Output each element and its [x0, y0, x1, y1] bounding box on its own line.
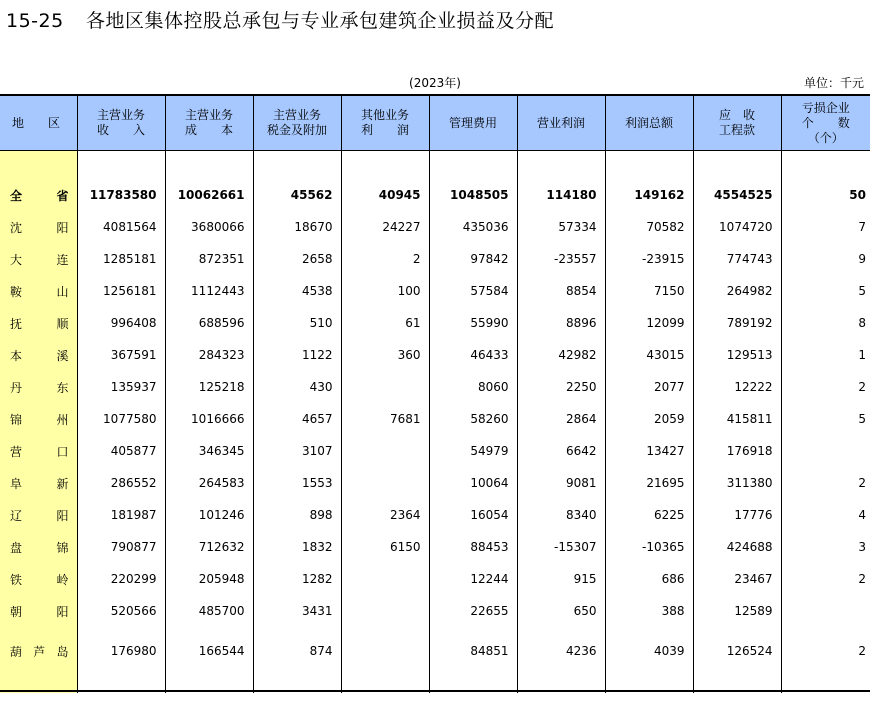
value-cell: 1832 [253, 531, 341, 563]
value-cell: 16054 [429, 499, 517, 531]
value-cell: 88453 [429, 531, 517, 563]
value-cell: 4554525 [693, 179, 781, 211]
column-header-line: 税金及附加 [266, 123, 327, 137]
region-cell [0, 467, 77, 499]
value-cell: 4039 [605, 627, 693, 675]
column-header [341, 95, 429, 151]
value-cell [341, 371, 429, 403]
region-char: 连 [56, 252, 69, 267]
column-header [781, 95, 870, 151]
value-cell: 24227 [341, 211, 429, 243]
header-row [0, 95, 870, 151]
column-header [693, 95, 781, 151]
value-cell: 10064 [429, 467, 517, 499]
region-char: 阳 [56, 604, 69, 619]
value-cell: 7150 [605, 275, 693, 307]
column-header-line: 其他业务 [360, 108, 409, 122]
value-cell: 2077 [605, 371, 693, 403]
value-cell: 7 [781, 211, 870, 243]
value-cell: 97842 [429, 243, 517, 275]
value-cell: -23915 [605, 243, 693, 275]
data-table [0, 94, 870, 693]
value-cell: 84851 [429, 627, 517, 675]
value-cell: 1074720 [693, 211, 781, 243]
value-cell: 485700 [165, 595, 253, 627]
value-cell: 8 [781, 307, 870, 339]
region-char: 盘 [10, 540, 23, 555]
region-char: 顺 [56, 316, 69, 331]
value-cell: 712632 [165, 531, 253, 563]
column-header-line: 主营业务 [96, 108, 145, 122]
value-cell: 5 [781, 403, 870, 435]
region-char: 抚 [10, 316, 23, 331]
value-cell: 45562 [253, 179, 341, 211]
region-cell [0, 211, 77, 243]
value-cell: 176918 [693, 435, 781, 467]
region-char: 省 [56, 188, 69, 203]
value-cell: 996408 [77, 307, 165, 339]
value-cell: 2250 [517, 371, 605, 403]
value-cell: 430 [253, 371, 341, 403]
value-cell: 898 [253, 499, 341, 531]
table-row [0, 435, 870, 467]
value-cell: 50 [781, 179, 870, 211]
value-cell: 8060 [429, 371, 517, 403]
column-header-line: （个） [807, 130, 844, 145]
value-cell: 3680066 [165, 211, 253, 243]
value-cell: 872351 [165, 243, 253, 275]
table-row [0, 627, 870, 675]
value-cell: 1048505 [429, 179, 517, 211]
column-header-line: 营业利润 [536, 115, 585, 130]
value-cell: 57334 [517, 211, 605, 243]
value-cell [341, 595, 429, 627]
column-header [165, 95, 253, 151]
value-cell: 181987 [77, 499, 165, 531]
region-cell [0, 435, 77, 467]
table-row [0, 467, 870, 499]
column-header [0, 95, 77, 151]
value-cell: 2 [341, 243, 429, 275]
value-cell: 688596 [165, 307, 253, 339]
page-title [6, 6, 554, 33]
value-cell: -23557 [517, 243, 605, 275]
value-cell: 8340 [517, 499, 605, 531]
value-cell: 4081564 [77, 211, 165, 243]
value-cell: 405877 [77, 435, 165, 467]
value-cell: 4 [781, 499, 870, 531]
value-cell: 874 [253, 627, 341, 675]
value-cell: 22655 [429, 595, 517, 627]
region-cell [0, 243, 77, 275]
region-cell [0, 499, 77, 531]
value-cell: 10062661 [165, 179, 253, 211]
value-cell: 388 [605, 595, 693, 627]
region-char: 山 [56, 284, 69, 299]
value-cell: 8854 [517, 275, 605, 307]
value-cell [341, 563, 429, 595]
region-char: 口 [56, 444, 69, 459]
value-cell: 1122 [253, 339, 341, 371]
region-char: 朝 [10, 604, 23, 619]
value-cell: 8896 [517, 307, 605, 339]
value-cell: 101246 [165, 499, 253, 531]
region-char: 阳 [56, 220, 69, 235]
value-cell: 1282 [253, 563, 341, 595]
region-cell [0, 339, 77, 371]
table-row [0, 403, 870, 435]
value-cell: 17776 [693, 499, 781, 531]
region-char: 铁 [10, 572, 23, 587]
total-row [0, 179, 870, 211]
region-char: 阳 [56, 508, 69, 523]
region-cell [0, 275, 77, 307]
value-cell: 346345 [165, 435, 253, 467]
value-cell: 1016666 [165, 403, 253, 435]
value-cell: 1112443 [165, 275, 253, 307]
table-row [0, 275, 870, 307]
value-cell: 774743 [693, 243, 781, 275]
value-cell: 3431 [253, 595, 341, 627]
value-cell: 11783580 [77, 179, 165, 211]
value-cell [781, 435, 870, 467]
value-cell: 205948 [165, 563, 253, 595]
value-cell: 70582 [605, 211, 693, 243]
value-cell: 126524 [693, 627, 781, 675]
value-cell: 311380 [693, 467, 781, 499]
value-cell: 3 [781, 531, 870, 563]
table-row [0, 531, 870, 563]
column-header [253, 95, 341, 151]
value-cell: 61 [341, 307, 429, 339]
value-cell: 415811 [693, 403, 781, 435]
value-cell: 789192 [693, 307, 781, 339]
region-cell [0, 563, 77, 595]
value-cell: -10365 [605, 531, 693, 563]
value-cell: 2364 [341, 499, 429, 531]
value-cell: 58260 [429, 403, 517, 435]
region-char: 鞍 [10, 284, 23, 299]
region-cell [0, 307, 77, 339]
value-cell: 21695 [605, 467, 693, 499]
value-cell: 2864 [517, 403, 605, 435]
region-char: 本 [10, 348, 23, 363]
value-cell: 129513 [693, 339, 781, 371]
value-cell: 9081 [517, 467, 605, 499]
region-char: 锦 [10, 412, 23, 427]
region-char: 锦 [56, 540, 69, 555]
region-cell [0, 403, 77, 435]
value-cell [341, 435, 429, 467]
column-header-line: 主营业务 [272, 108, 321, 122]
table-row [0, 371, 870, 403]
value-cell: 5 [781, 275, 870, 307]
value-cell [781, 595, 870, 627]
table-row [0, 499, 870, 531]
column-header [77, 95, 165, 151]
column-header-line: 管理费用 [448, 115, 497, 130]
value-cell [341, 627, 429, 675]
region-char: 州 [56, 412, 69, 427]
table-row [0, 307, 870, 339]
value-cell: -15307 [517, 531, 605, 563]
value-cell: 264982 [693, 275, 781, 307]
region-char: 芦 [33, 644, 46, 659]
column-header-line: 利润总额 [624, 115, 673, 130]
region-char: 东 [56, 380, 69, 395]
region-char: 全 [10, 188, 23, 203]
value-cell: 23467 [693, 563, 781, 595]
value-cell: 114180 [517, 179, 605, 211]
value-cell: 1 [781, 339, 870, 371]
region-cell [0, 371, 77, 403]
value-cell: 12222 [693, 371, 781, 403]
region-cell [0, 627, 77, 675]
column-header-line: 应 收 [718, 108, 755, 122]
value-cell: 2059 [605, 403, 693, 435]
column-header-line: 个 数 [801, 115, 850, 130]
value-cell: 4538 [253, 275, 341, 307]
value-cell: 1285181 [77, 243, 165, 275]
region-char: 辽 [10, 508, 23, 523]
table-title: 各地区集体控股总承包与专业承包建筑企业损益及分配 [86, 10, 555, 32]
region-char: 阜 [10, 476, 23, 491]
value-cell: 1077580 [77, 403, 165, 435]
value-cell: 2658 [253, 243, 341, 275]
region-char: 丹 [10, 380, 23, 395]
value-cell: 435036 [429, 211, 517, 243]
value-cell: 1256181 [77, 275, 165, 307]
value-cell: 284323 [165, 339, 253, 371]
region-char: 营 [10, 444, 23, 459]
region-char: 沈 [10, 220, 23, 235]
value-cell: 2 [781, 563, 870, 595]
value-cell: 12244 [429, 563, 517, 595]
region-char: 新 [56, 476, 69, 491]
column-header-line: 利 润 [360, 123, 409, 137]
value-cell: 2 [781, 467, 870, 499]
value-cell: 7681 [341, 403, 429, 435]
region-char: 岛 [56, 644, 69, 659]
value-cell: 57584 [429, 275, 517, 307]
column-header [429, 95, 517, 151]
value-cell: 135937 [77, 371, 165, 403]
value-cell: 360 [341, 339, 429, 371]
value-cell: 12589 [693, 595, 781, 627]
value-cell: 686 [605, 563, 693, 595]
value-cell: 176980 [77, 627, 165, 675]
region-char: 岭 [56, 572, 69, 587]
value-cell: 4657 [253, 403, 341, 435]
value-cell: 40945 [341, 179, 429, 211]
value-cell: 55990 [429, 307, 517, 339]
region-char: 大 [10, 252, 23, 267]
value-cell: 42982 [517, 339, 605, 371]
region-cell [0, 179, 77, 211]
unit-label: 单位：千元 [803, 76, 864, 90]
value-cell: 125218 [165, 371, 253, 403]
column-header-line: 主营业务 [184, 108, 233, 122]
value-cell: 915 [517, 563, 605, 595]
spacer-row [0, 151, 870, 180]
value-cell: 286552 [77, 467, 165, 499]
table-row [0, 563, 870, 595]
region-char: 葫 [10, 644, 23, 659]
value-cell: 510 [253, 307, 341, 339]
table-row [0, 595, 870, 627]
value-cell: 2 [781, 627, 870, 675]
region-cell [0, 595, 77, 627]
table-bottom-rule [0, 690, 870, 692]
column-header-line: 收 入 [96, 123, 145, 137]
value-cell: 166544 [165, 627, 253, 675]
value-cell: 3107 [253, 435, 341, 467]
column-header [517, 95, 605, 151]
value-cell: 790877 [77, 531, 165, 563]
value-cell: 6642 [517, 435, 605, 467]
table-row [0, 339, 870, 371]
value-cell [341, 467, 429, 499]
value-cell: 12099 [605, 307, 693, 339]
column-header [605, 95, 693, 151]
column-header-line: 地 区 [12, 115, 61, 130]
value-cell: 43015 [605, 339, 693, 371]
value-cell: 54979 [429, 435, 517, 467]
column-header-line: 亏损企业 [801, 100, 850, 115]
value-cell: 220299 [77, 563, 165, 595]
table-row [0, 243, 870, 275]
value-cell: 520566 [77, 595, 165, 627]
value-cell: 4236 [517, 627, 605, 675]
value-cell: 13427 [605, 435, 693, 467]
value-cell: 264583 [165, 467, 253, 499]
value-cell: 46433 [429, 339, 517, 371]
value-cell: 367591 [77, 339, 165, 371]
year-label: (2023年) [409, 76, 461, 90]
region-cell [0, 531, 77, 563]
value-cell: 6225 [605, 499, 693, 531]
region-char: 溪 [56, 348, 69, 363]
value-cell: 650 [517, 595, 605, 627]
column-header-line: 成 本 [184, 123, 233, 137]
value-cell: 18670 [253, 211, 341, 243]
value-cell: 149162 [605, 179, 693, 211]
value-cell: 6150 [341, 531, 429, 563]
column-header-line: 工程款 [718, 123, 755, 137]
value-cell: 2 [781, 371, 870, 403]
value-cell: 9 [781, 243, 870, 275]
table-row [0, 211, 870, 243]
table-number: 15-25 [6, 10, 64, 32]
value-cell: 424688 [693, 531, 781, 563]
value-cell: 100 [341, 275, 429, 307]
value-cell: 1553 [253, 467, 341, 499]
